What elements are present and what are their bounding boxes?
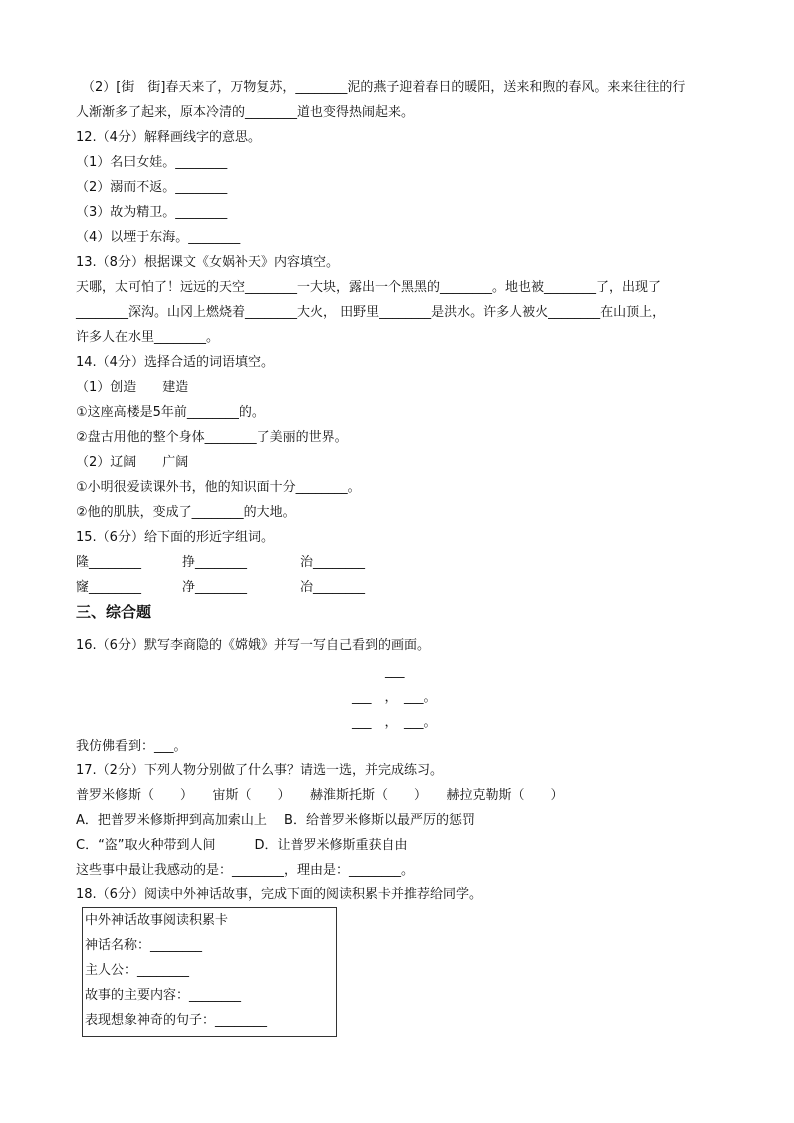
q15-title: 15.（6分）给下面的形近字组词。 — [76, 530, 274, 545]
reading-card — [82, 907, 337, 1037]
q12-item-1: （1）名曰女娃。________ — [76, 155, 228, 170]
q12-item-4: （4）以堙于东海。________ — [76, 230, 241, 245]
q16-poem-line-2: ___ ， ___。 — [352, 690, 437, 705]
q14-line-2: ①这座高楼是5年前________的。 — [76, 405, 265, 420]
q13-line-1: 天哪，太可怕了！远远的天空________一大块，露出一个黑黑的________。地也被________了，出现了 — [76, 280, 662, 295]
q15-word: 净________ — [182, 580, 248, 595]
section-heading: 三、综合题 — [76, 603, 152, 621]
q15-word: 隆________ — [76, 555, 142, 570]
q15-word: 冶________ — [300, 580, 366, 595]
q17-options-ab: A．把普罗米修斯押到高加索山上 B．给普罗米修斯以最严厉的惩罚 — [76, 813, 475, 828]
q17-title: 17.（2分）下列人物分别做了什么事？请选一选，并完成练习。 — [76, 763, 443, 778]
q17-people: 普罗米修斯（ ） 宙斯（ ） 赫淮斯托斯（ ） 赫拉克勒斯（ ） — [76, 788, 564, 803]
q15-word: 挣________ — [182, 555, 248, 570]
q13-line-2: ________深沟。山冈上燃烧着________大火， 田野里________是洪水。许多人被火________在山顶上， — [76, 305, 666, 320]
q17-answer: 这些事中最让我感动的是：________，理由是：________。 — [76, 863, 415, 878]
q11-line-1: （2）[街 街]春天来了，万物复苏，________泥的燕子迎着春日的暖阳，送来和煦的春风。来来往往的行 — [82, 80, 686, 95]
q14-title: 14.（4分）选择合适的词语填空。 — [76, 355, 274, 370]
q11-line-2: 人渐渐多了起来，原本冷清的________道也变得热闹起来。 — [76, 105, 415, 120]
card-field: 神话名称：________ — [85, 938, 203, 953]
q15-word: 窿________ — [76, 580, 142, 595]
q12-title: 12.（4分）解释画线字的意思。 — [76, 130, 261, 145]
q14-line-3: ②盘古用他的整个身体________了美丽的世界。 — [76, 430, 348, 445]
card-field: 表现想象神奇的句子：________ — [85, 1013, 268, 1028]
q12-item-3: （3）故为精卫。________ — [76, 205, 228, 220]
q14-line-6: ②他的肌肤，变成了________的大地。 — [76, 505, 296, 520]
q14-line-4: （2）辽阔 广阔 — [76, 455, 189, 470]
q14-line-5: ①小明很爱读课外书，他的知识面十分________。 — [76, 480, 361, 495]
q16-title: 16.（6分）默写李商隐的《嫦娥》并写一写自己看到的画面。 — [76, 638, 430, 653]
q16-saw: 我仿佛看到：___。 — [76, 739, 187, 754]
q18-title: 18.（6分）阅读中外神话故事，完成下面的阅读积累卡并推荐给同学。 — [76, 887, 482, 902]
card-field: 故事的主要内容：________ — [85, 988, 242, 1003]
q16-poem-line-1: ___ — [385, 664, 405, 679]
q15-word: 治________ — [300, 555, 366, 570]
card-field: 主人公：________ — [85, 963, 190, 978]
card-title: 中外神话故事阅读积累卡 — [85, 913, 229, 928]
q14-line-1: （1）创造 建造 — [76, 380, 189, 395]
q13-title: 13.（8分）根据课文《女娲补天》内容填空。 — [76, 255, 339, 270]
q16-poem-line-3: ___ ， ___。 — [352, 715, 437, 730]
q12-item-2: （2）溺而不返。________ — [76, 180, 228, 195]
q13-line-3: 许多人在水里________。 — [76, 330, 220, 345]
q17-options-cd: C．“盗”取火种带到人间 D．让普罗米修斯重获自由 — [76, 838, 408, 853]
